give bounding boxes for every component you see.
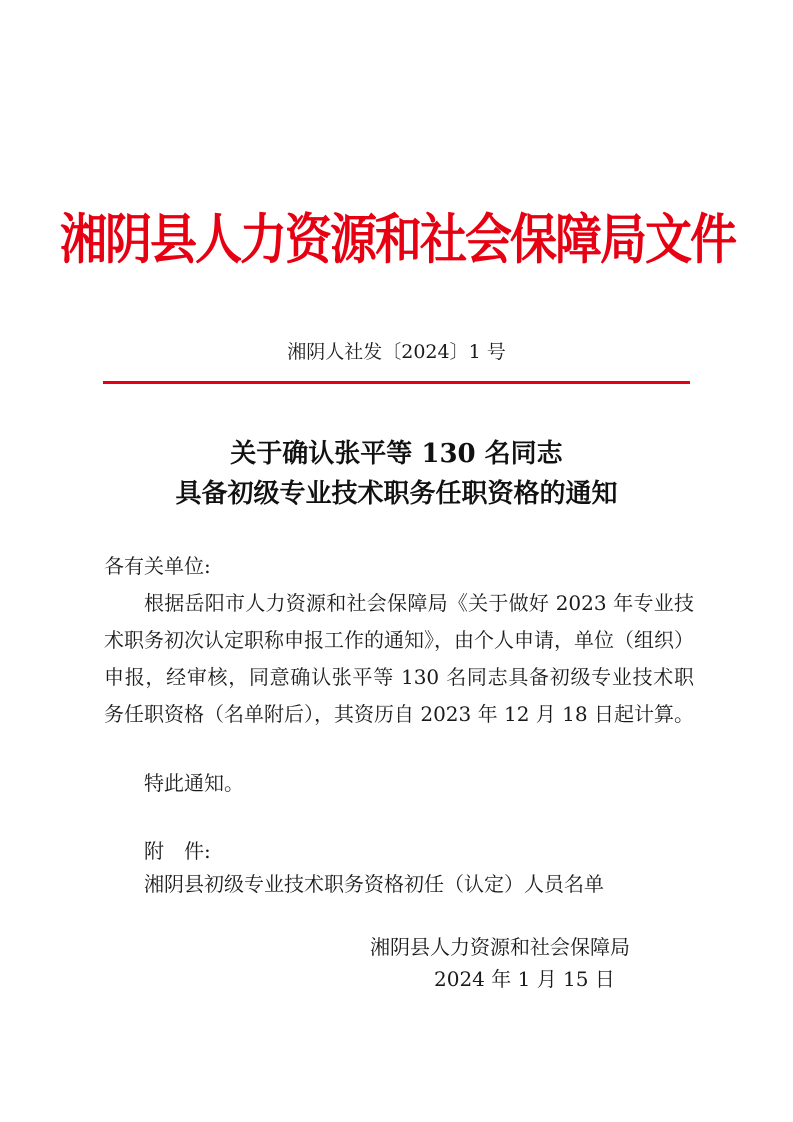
- document-header-title: 湘阴县人力资源和社会保障局文件: [60, 208, 735, 272]
- notice-title-line-1: 关于确认张平等 130 名同志: [230, 439, 563, 469]
- notice-title-line-2: 具备初级专业技术职务任职资格的通知: [175, 479, 618, 509]
- attachment-name: 湘阴县初级专业技术职务资格初任（认定）人员名单: [144, 872, 604, 896]
- issue-date: 2024 年 1 月 15 日: [434, 967, 615, 991]
- salutation: 各有关单位:: [104, 554, 211, 578]
- notice-title: [0, 434, 793, 514]
- main-paragraph: 根据岳阳市人力资源和社会保障局《关于做好 2023 年专业技术职务初次认定职称申报工作的通知》，由个人申请，单位（组织）申报，经审核，同意确认张平等 130 名同志具备初级专业技术职务任职资格（名单附后），其资历自 2023 年 12 月 18 日起计算。: [104, 591, 694, 726]
- document-number: 湘阴人社发〔2024〕1 号: [287, 341, 506, 363]
- red-divider-line: [103, 381, 690, 384]
- issuer-name: 湘阴县人力资源和社会保障局: [370, 935, 630, 959]
- attachment-label: 附 件:: [144, 839, 211, 863]
- closing-line: 特此通知。: [144, 771, 244, 795]
